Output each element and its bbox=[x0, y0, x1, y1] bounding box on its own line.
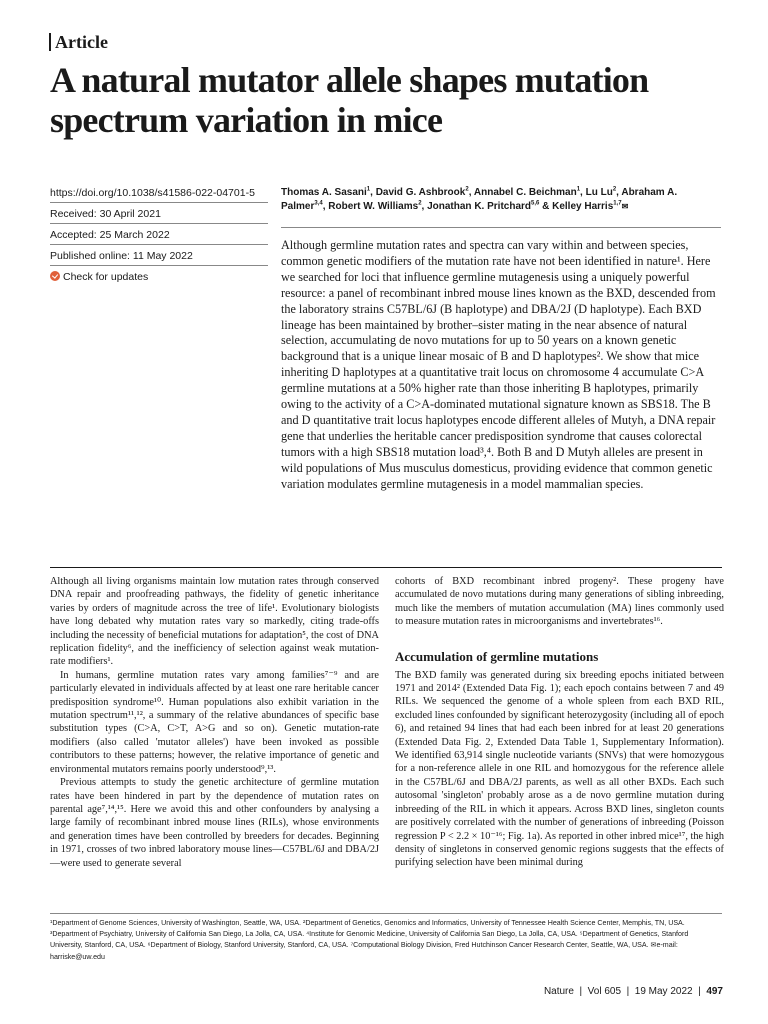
author-name[interactable] bbox=[586, 187, 617, 198]
author-name-text: Kelley Harris bbox=[552, 201, 614, 212]
volume-number: Vol 605 bbox=[587, 986, 622, 997]
journal-name: Nature bbox=[543, 986, 574, 997]
author-affiliation: 1,7 bbox=[613, 200, 622, 207]
section-heading: Accumulation of germline mutations bbox=[395, 648, 599, 664]
author-name-text: Robert W. Williams bbox=[328, 201, 419, 212]
author-name-text: Jonathan K. Pritchard bbox=[427, 201, 531, 212]
article-title: A natural mutator allele shapes mutation spectrum variation in mice bbox=[50, 60, 649, 140]
author-name-text: Abraham A. Palmer bbox=[281, 187, 678, 212]
accepted-date: Accepted: 25 March 2022 bbox=[50, 229, 170, 241]
author-affiliation: 2 bbox=[465, 186, 469, 193]
meta-divider bbox=[50, 244, 268, 245]
section-divider bbox=[50, 567, 722, 568]
footer-separator: | bbox=[695, 986, 707, 997]
page-number: 497 bbox=[706, 986, 723, 997]
affiliations-footnote: ¹Department of Genome Sciences, University of Washington, Seattle, WA, USA. ²Department of Genetics, Genomics and Informatics, University of Tennessee Health Science Center, Memphis, TN, USA. ³Department of Psychiatry, University of California San Diego, La Jolla, CA, USA. ⁴Institute for Genomic Medicine, University of California San Diego, La Jolla, CA, USA. ⁵Department of Genetics, Stanford University, Stanford, CA, USA. ⁶Department of Biology, Stanford University, Stanford, CA, USA. ⁷Computational Biology Division, Fred Hutchinson Cancer Research Center, Seattle, WA, USA. ✉e-mail: harriske@uw.edu bbox=[50, 919, 689, 961]
author-affiliation: 2 bbox=[418, 200, 422, 207]
author-affiliation: 5,6 bbox=[531, 200, 540, 207]
author-name-text: David G. Ashbrook bbox=[375, 187, 466, 198]
abstract: Although germline mutation rates and spectra can vary within and between species, common genetic modifiers of the mutation rate have not been identified in nature¹. Here we searched for loci that influence germline mutagenesis using a uniquely powerful resource: a panel of recombinant inbred mouse lines known as the BXD, descended from the laboratory strains C57BL/6J (B haplotype) and DBA/2J (D haplotype). Each BXD lineage has been maintained by brother–sister mating in the near absence of natural selection, accumulating de novo mutations for up to 50 years on a known genetic background that is a unique linear mosaic of B and D haplotypes². We show that mice inheriting D haplotypes at a quantitative trait locus on chromosome 4 accumulate C>A germline mutations at a 50% higher rate than those inheriting B haplotypes, primarily owing to the activity of a C>A-dominated mutational signature known as SBS18. The B and D quantitative trait locus haplotypes encode different alleles of Mutyh, a DNA repair gene that underlies the heritable cancer predisposition syndrome that causes colorectal tumors with a high SBS18 mutation load³,⁴. Both B and D Mutyh alleles are present in wild populations of Mus musculus domesticus, providing evidence that common genetic variation modulates germline mutagenesis in a model mammalian species. bbox=[281, 238, 716, 491]
doi-link[interactable]: https://doi.org/10.1038/s41586-022-04701-5 bbox=[50, 187, 255, 199]
author-name-text: Annabel C. Beichman bbox=[473, 187, 577, 198]
body-paragraph: In humans, germline mutation rates vary among families⁷⁻⁹ and are particularly elevated in individuals affected by at least one rare heritable cancer predisposition syndrome¹⁰. Human populations also exhibit variation in the mutation spectrum¹¹,¹², a summary of the relative abundances of specific base substitution types (C>A, C>T, A>G and so on). Genetic mutation-rate modifiers (also called 'mutator alleles') have been invoked as possible contributors to these patterns; however, the relative importance of genetic and environmental mutators remains poorly understood⁹,¹³. bbox=[50, 669, 379, 775]
body-paragraph: Although all living organisms maintain low mutation rates through conserved DNA repair and proofreading pathways, the fidelity of genetic inheritance varies by orders of magnitude across the tree of life¹. Evolutionary biologists have long debated why mutation rates vary so markedly, citing trade-offs including the necessity of beneficial mutations for adaptation⁵, the cost of DNA replication fidelity⁶, and the inefficiency of selection against weak mutation-rate modifiers¹. bbox=[50, 576, 379, 668]
page-footer bbox=[544, 985, 723, 999]
meta-divider bbox=[50, 265, 268, 266]
issue-date: 19 May 2022 bbox=[634, 986, 693, 997]
body-paragraph: cohorts of BXD recombinant inbred progeny². These progeny have accumulated de novo mutations during many generations of sibling inbreeding, much like the members of mutation accumulation (MA) lines commonly used to measure mutation rates in microorganisms and invertebrates¹⁶. bbox=[395, 576, 724, 628]
body-paragraph: Previous attempts to study the genetic architecture of germline mutation rates have been hindered in part by the dependence of mutation rates on parental age⁷,¹⁴,¹⁵. Here we avoid this and other confounders by analysing a large family of recombinant inbred mouse lines (RILs), whose environments and generation times have been controlled by breeders for decades. Beginning in 1971, crosses of two inbred laboratory mouse lines—C57BL/6J and DBA/2J—were used to generate several bbox=[50, 777, 379, 869]
received-date: Received: 30 April 2021 bbox=[50, 208, 161, 220]
author-name[interactable] bbox=[427, 201, 539, 212]
author-name-text: Thomas A. Sasani bbox=[281, 187, 367, 198]
meta-divider bbox=[50, 223, 268, 224]
meta-divider bbox=[50, 202, 268, 203]
author-divider bbox=[281, 227, 721, 228]
footer-separator: | bbox=[623, 986, 635, 997]
footer-separator: | bbox=[576, 986, 588, 997]
author-affiliation: 3,4 bbox=[314, 200, 323, 207]
author-name[interactable] bbox=[474, 187, 580, 198]
author-name[interactable] bbox=[376, 187, 469, 198]
author-name[interactable] bbox=[281, 187, 370, 198]
email-icon[interactable]: ✉ bbox=[621, 202, 629, 211]
author-affiliation: 2 bbox=[612, 186, 617, 193]
author-name-text: Lu Lu bbox=[585, 187, 613, 198]
check-updates-label: Check for updates bbox=[63, 271, 149, 283]
author-affiliation: 1 bbox=[366, 186, 371, 193]
body-column-left bbox=[50, 575, 379, 870]
author-affiliation: 1 bbox=[576, 186, 581, 193]
footnote-divider bbox=[50, 913, 722, 914]
author-list: Thomas A. Sasani$^1$, David G. Ashbrook$^2$, Annabel C. Beichman$^1$, Lu Lu$^2$, Abraham A. Palmer$^{3,4}$, Robert W. Williams$^2$, Jonathan K. Pritchard$^{5,6}$ & Kelley Harris$^{1,7}$✉ bbox=[281, 186, 678, 212]
author-name[interactable] bbox=[328, 201, 421, 212]
kicker-bar bbox=[49, 33, 51, 51]
check-updates-icon bbox=[50, 271, 60, 281]
body-paragraph: The BXD family was generated during six breeding epochs initiated between 1971 and 2014² (Extended Data Fig. 1); each epoch contains between 7 and 49 RILs. We sequenced the genome of a whole spleen from each BXD RIL, excluded lines confounded by significant heterozygosity (including all of epoch 6), and retained 94 lines that had each been inbred for at least 20 generations (Extended Data Fig. 2, Extended Data Table 1, Supplementary Information). We identified 63,914 single nucleotide variants (SNVs) that were homozygous for a non-reference allele in one RIL and homozygous for the reference allele in the C57BL/6J and DBA/2J parents, as well as all other BXDs. Each such autosomal 'singleton' probably arose as a de novo germline mutation during inbreeding of the RIL in which it appears. Across BXD lines, singleton counts are positively correlated with the number of generations of inbreeding (Poisson regression P < 2.2 × 10⁻¹⁶; Fig. 1a). As reported in other inbred mice¹⁷, the high density of singletons in conserved genomic regions suggests that the effects of purifying selection have been minimal during bbox=[395, 669, 724, 869]
body-column-right bbox=[395, 575, 724, 870]
published-date: Published online: 11 May 2022 bbox=[50, 250, 193, 262]
article-type-label: Article bbox=[55, 32, 108, 52]
check-updates-button[interactable] bbox=[50, 270, 268, 284]
author-name[interactable] bbox=[552, 201, 622, 212]
